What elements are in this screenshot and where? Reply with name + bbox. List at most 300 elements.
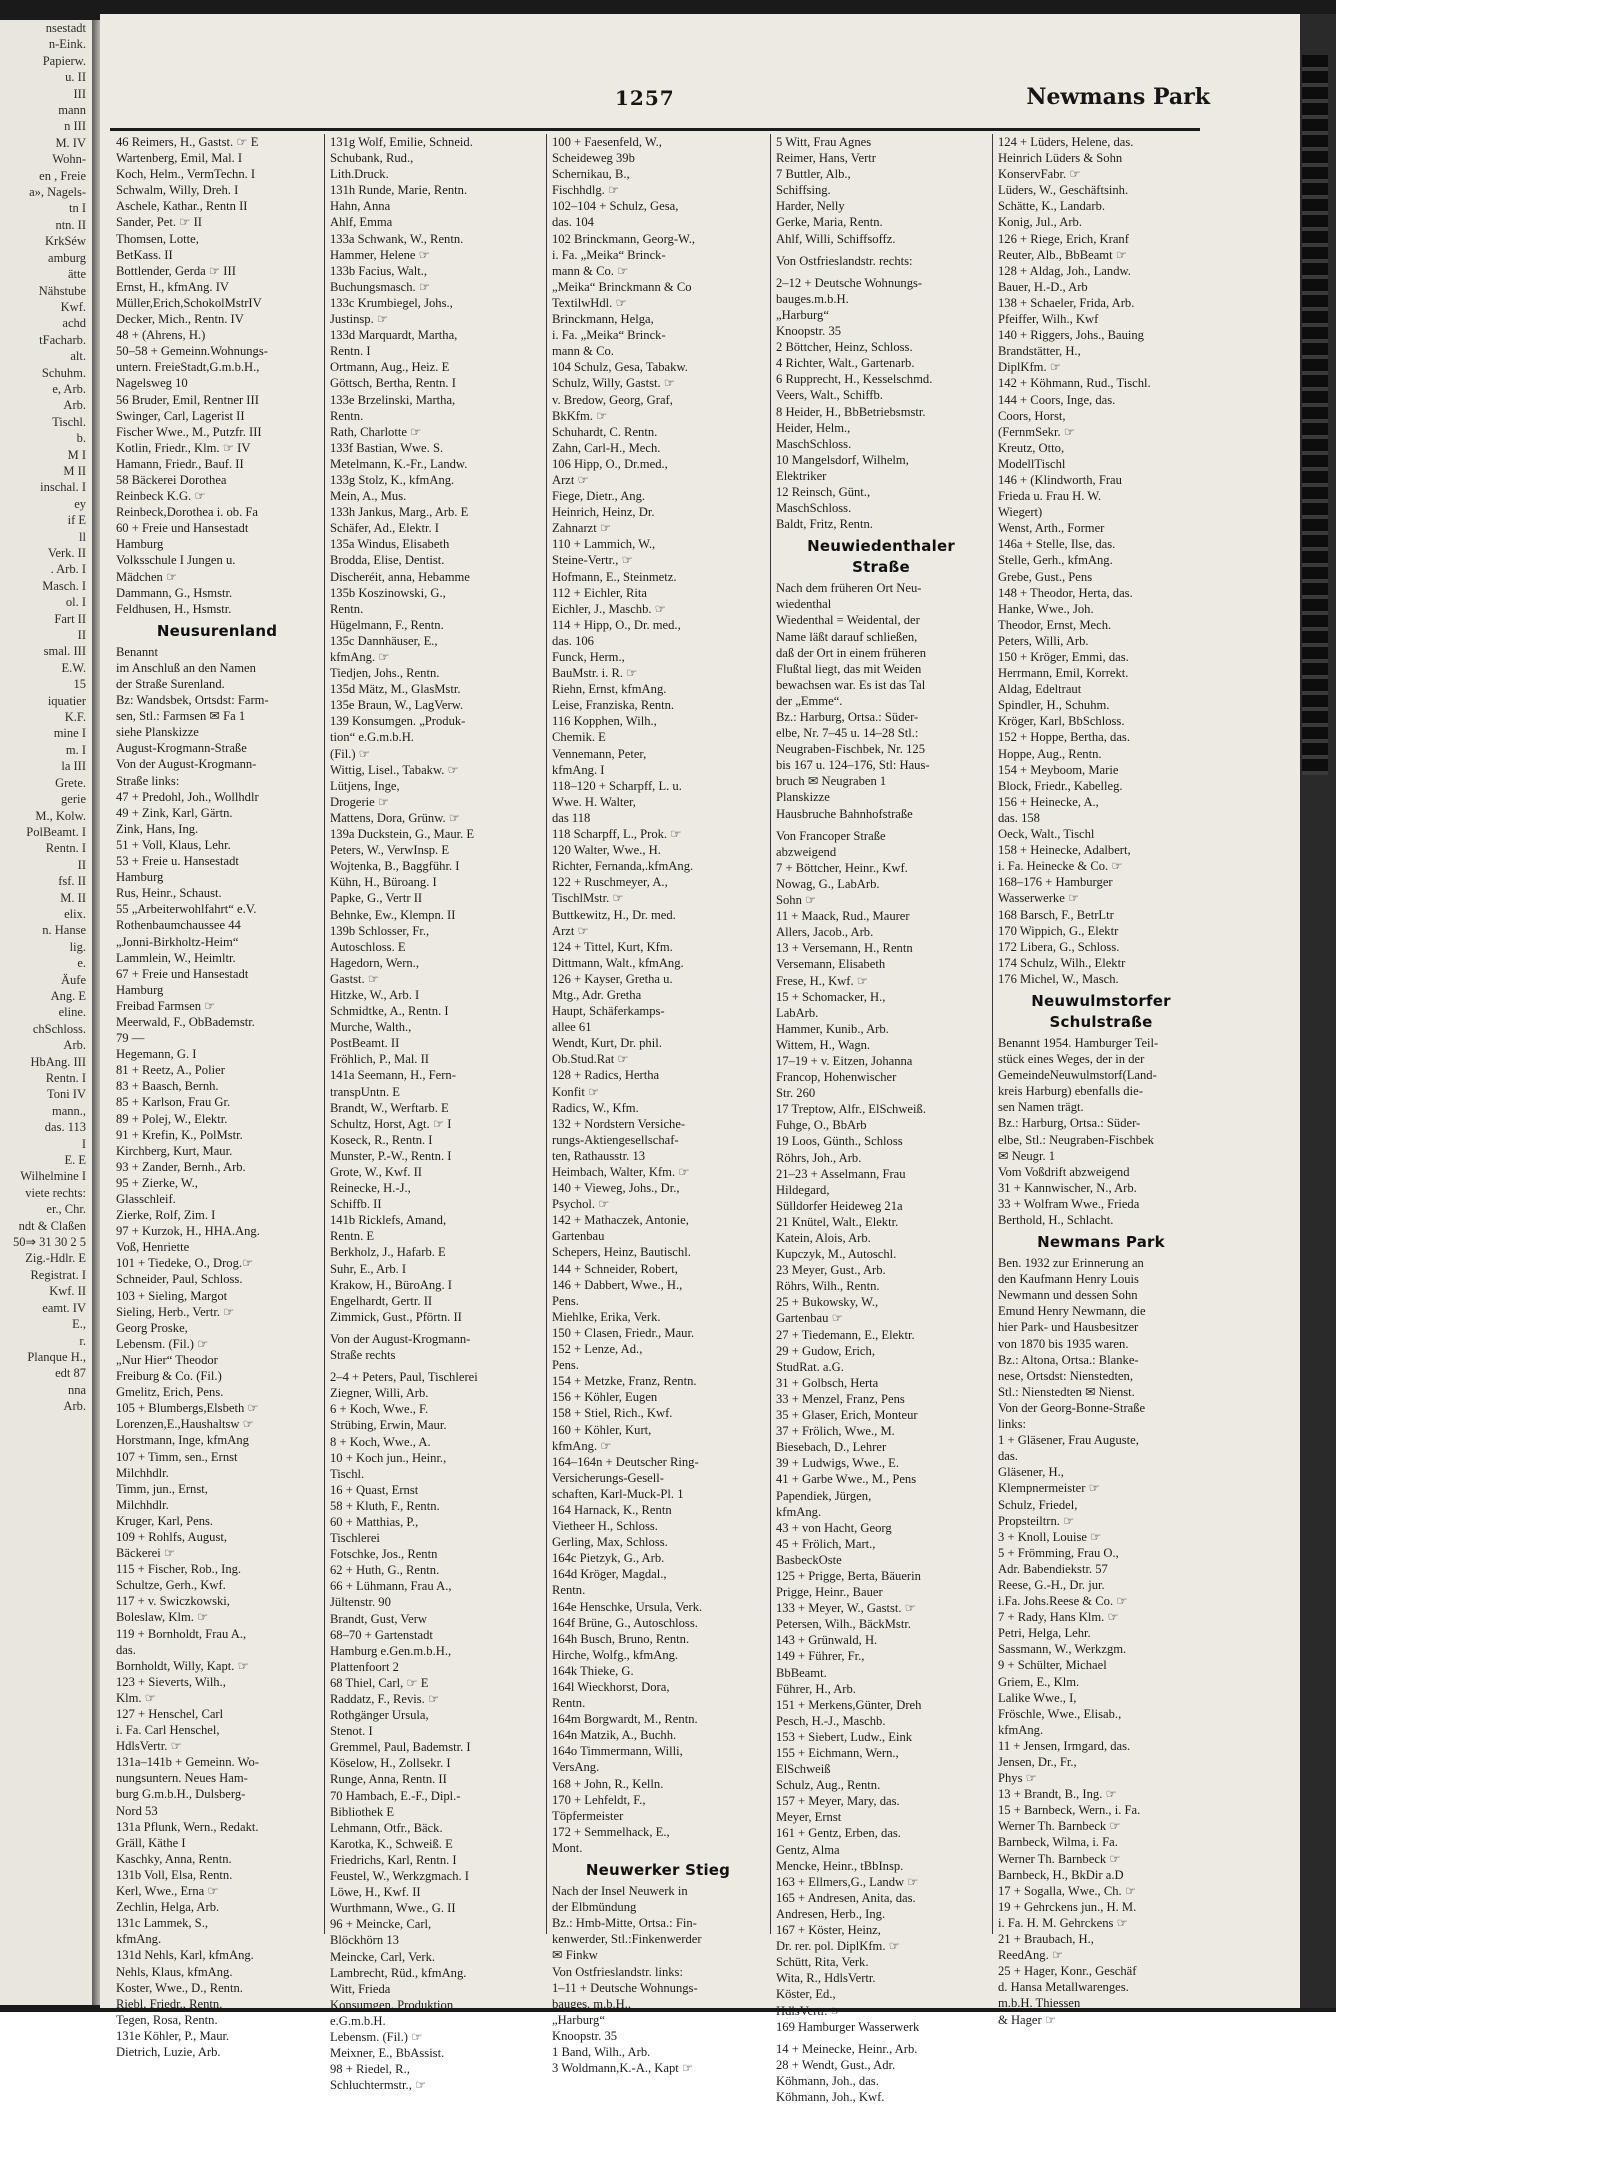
directory-entry: 3 + Knoll, Louise ☞ — [998, 1529, 1102, 1544]
directory-entry: 164l Wieckhorst, Dora, — [552, 1680, 670, 1694]
page-header — [100, 80, 1210, 124]
facing-page-line: M I — [67, 447, 86, 462]
directory-entry: Hegemann, G. I — [116, 1047, 197, 1062]
directory-entry: 170 Wippich, G., Elektr — [998, 923, 1119, 938]
directory-entry: Horstmann, Inge, kfmAng — [116, 1433, 249, 1448]
directory-entry: Herrmann, Emil, Korrekt. — [998, 666, 1129, 681]
directory-entry: 83 + Baasch, Bernh. — [116, 1079, 219, 1094]
directory-entry: Mädchen ☞ — [116, 569, 178, 584]
directory-entry: Nach der Insel Neuwerk in — [552, 1884, 688, 1899]
directory-entry: Mont. — [552, 1840, 583, 1855]
directory-entry: kfmAng. I — [552, 762, 605, 777]
directory-entry: Runge, Anna, Rentn. II — [330, 1772, 447, 1787]
directory-entry: Vietheer H., Schloss. — [552, 1519, 658, 1534]
directory-entry: 15 + Barnbeck, Wern., i. Fa. — [998, 1803, 1141, 1818]
directory-entry: 4 Richter, Walt., Gartenarb. — [776, 356, 915, 371]
directory-entry: Allers, Jacob., Arb. — [776, 925, 874, 940]
directory-entry: 58 Bäckerei Dorothea — [116, 472, 227, 487]
directory-entry: Zimmick, Gust., Pförtn. II — [330, 1309, 462, 1324]
directory-entry: Kerl, Wwe., Erna ☞ — [116, 1884, 219, 1899]
directory-entry: Rentn. I — [330, 344, 371, 359]
facing-page-line: amburg — [48, 250, 86, 265]
directory-entry: 154 + Meyboom, Marie — [998, 762, 1119, 777]
directory-entry: Rus, Heinr., Schaust. — [116, 886, 222, 901]
facing-page-line: Äufe — [61, 972, 86, 987]
directory-entry: Lorenzen,E.,Haushaltsw ☞ — [116, 1417, 254, 1432]
directory-entry: Kruger, Karl, Pens. — [116, 1513, 214, 1528]
facing-page-line: M II — [63, 463, 86, 478]
directory-entry: Kühn, H., Büroang. I — [330, 875, 437, 890]
facing-page-line: eamt. IV — [42, 1300, 86, 1315]
directory-columns — [112, 134, 1208, 2104]
directory-entry: Versicherungs-Gesell- — [552, 1470, 664, 1485]
directory-entry: 55 „Arbeiterwohlfahrt“ e.V. — [116, 902, 257, 917]
directory-entry: Konfit ☞ — [552, 1084, 600, 1099]
page-number: 1257 — [615, 86, 675, 110]
directory-entry: Wwe. H. Walter, — [552, 794, 636, 809]
facing-page-line: inschal. I — [40, 480, 86, 495]
directory-entry: ElSchweiß — [776, 1762, 831, 1777]
directory-entry: 10 + Koch jun., Heinr., — [330, 1450, 447, 1465]
directory-entry: 11 + Maack, Rud., Maurer — [776, 909, 910, 924]
facing-page-line: E. E — [64, 1153, 86, 1168]
directory-entry: Strübing, Erwin, Maur. — [330, 1418, 447, 1433]
directory-entry: 33 + Menzel, Franz, Pens — [776, 1391, 905, 1406]
directory-entry: Versemann, Elisabeth — [776, 957, 886, 972]
directory-entry: Koster, Wwe., D., Rentn. — [116, 1980, 243, 1995]
directory-entry: bewachsen war. Es ist das Tal — [776, 677, 926, 692]
directory-entry: „Harburg“ — [776, 307, 829, 322]
directory-entry: Theodor, Ernst, Mech. — [998, 617, 1112, 632]
directory-entry: kfmAng. ☞ — [552, 1438, 612, 1453]
directory-entry: Dietrich, Luzie, Arb. — [116, 2044, 221, 2059]
directory-entry: 123 + Sieverts, Wilh., — [116, 1674, 226, 1689]
column-4 — [772, 134, 990, 2104]
directory-entry: Planskizze — [776, 790, 830, 805]
thumb-index-mark — [1302, 55, 1328, 775]
directory-entry: 172 + Semmelhack, E., — [552, 1824, 670, 1839]
directory-entry: Dr. rer. pol. DiplKfm. ☞ — [776, 1939, 900, 1954]
directory-entry: Raddatz, F., Revis. ☞ — [330, 1692, 440, 1706]
directory-entry: Ahlf, Emma — [330, 215, 393, 230]
directory-entry: Röhrs, Joh., Arb. — [776, 1150, 862, 1165]
directory-entry: 152 + Lenze, Ad., — [552, 1342, 643, 1357]
directory-entry: Hahn, Anna — [330, 199, 391, 214]
facing-page-line: nna — [67, 1382, 86, 1397]
directory-entry: 164–164n + Deutscher Ring- — [552, 1454, 699, 1469]
directory-entry: Wiegert) — [998, 505, 1043, 520]
directory-entry: Bottlender, Gerda ☞ III — [116, 263, 236, 278]
directory-entry: m.b.H. Thiessen — [998, 1996, 1081, 2011]
directory-entry: 164d Kröger, Magdal., — [552, 1567, 667, 1582]
directory-entry: Bz.: Hmb-Mitte, Ortsa.: Fin- — [552, 1916, 697, 1931]
directory-entry: Swinger, Carl, Lagerist II — [116, 408, 245, 423]
directory-entry: Von der Georg-Bonne-Straße — [998, 1400, 1146, 1415]
directory-entry: Frese, H., Kwf. ☞ — [776, 973, 869, 988]
directory-entry: 19 + Gehrckens jun., H. M. — [998, 1899, 1137, 1914]
facing-page-line: elix. — [64, 906, 86, 921]
directory-entry: Karotka, K., Schweiß. E — [330, 1836, 453, 1851]
facing-page-line: if E — [67, 513, 86, 528]
directory-entry: Bz: Wandsbek, Ortsdst: Farm- — [116, 693, 269, 708]
directory-entry: 168 + John, R., Kelln. — [552, 1776, 664, 1791]
directory-entry: 27 + Tiedemann, E., Elektr. — [776, 1327, 915, 1342]
directory-entry: Fischer Wwe., M., Putzfr. III — [116, 424, 262, 439]
facing-page-line: Toni IV — [46, 1087, 86, 1102]
directory-entry: Milchhdlr. — [116, 1497, 169, 1512]
directory-entry: Führer, H., Arb. — [776, 1681, 856, 1696]
directory-entry: Oeck, Walt., Tischl — [998, 827, 1095, 842]
directory-entry: Lammlein, W., Heimltr. — [116, 950, 236, 965]
directory-entry: Stenot. I — [330, 1724, 373, 1739]
directory-entry: Biesebach, D., Lehrer — [776, 1440, 887, 1455]
directory-entry: Grote, W., Kwf. II — [330, 1165, 422, 1179]
directory-entry: (Fil.) ☞ — [330, 746, 370, 761]
directory-entry: Schultz, Horst, Agt. ☞ I — [330, 1116, 452, 1131]
directory-entry: 68–70 + Gartenstadt — [330, 1627, 433, 1642]
directory-entry: Zechlin, Helga, Arb. — [116, 1900, 220, 1915]
directory-entry: Phys ☞ — [998, 1771, 1037, 1786]
directory-entry: 131c Lammek, S., — [116, 1916, 208, 1931]
facing-page-line: Verk. II — [47, 546, 86, 560]
directory-entry: 109 + Rohlfs, August, — [116, 1529, 228, 1544]
directory-entry: 8 Heider, H., BbBetriebsmstr. — [776, 404, 926, 419]
directory-entry: siehe Planskizze — [116, 725, 199, 740]
directory-entry: Coors, Horst, — [998, 408, 1066, 423]
directory-entry: Löwe, H., Kwf. II — [330, 1885, 421, 1900]
directory-entry: 146a + Stelle, Ilse, das. — [998, 537, 1116, 552]
directory-entry: Schluchtermstr., ☞ — [330, 2078, 427, 2093]
directory-entry: 135d Mätz, M., GlasMstr. — [330, 682, 461, 697]
column-3 — [548, 134, 768, 2076]
directory-entry: den Kaufmann Henry Louis — [998, 1272, 1139, 1287]
directory-entry: hier Park- und Hausbesitzer — [998, 1320, 1139, 1335]
directory-entry: Hamburg — [116, 982, 164, 997]
facing-page-line: mann — [58, 103, 86, 118]
directory-entry: Bäckerei ☞ — [116, 1546, 176, 1561]
facing-page-line: n III — [64, 119, 86, 134]
facing-page-line: n. Hanse — [42, 923, 86, 938]
directory-entry: Straße links: — [116, 773, 180, 788]
directory-entry: 158 + Heinecke, Adalbert, — [998, 843, 1131, 858]
directory-entry: 60 + Freie und Hansestadt — [116, 521, 249, 536]
directory-entry: Lüders, W., Geschäftsinh. — [998, 183, 1129, 198]
directory-entry: i. Fa. „Meika“ Brinck- — [552, 328, 666, 343]
directory-entry: 13 + Versemann, H., Rentn — [776, 941, 913, 956]
directory-entry: 51 + Voll, Klaus, Lehr. — [116, 837, 231, 852]
directory-entry: Vennemann, Peter, — [552, 746, 647, 761]
directory-entry: Miehlke, Erika, Verk. — [552, 1309, 661, 1324]
facing-page-line: E., — [72, 1317, 86, 1332]
directory-entry: Bornholdt, Willy, Kapt. ☞ — [116, 1658, 249, 1673]
directory-entry: Kupczyk, M., Autoschl. — [776, 1247, 897, 1262]
directory-entry: TextilwHdl. ☞ — [552, 295, 627, 310]
directory-entry: Heinrich Lüders & Sohn — [998, 151, 1123, 166]
directory-entry: BkKfm. ☞ — [552, 408, 608, 423]
directory-entry: Nagelsweg 10 — [116, 376, 188, 391]
directory-entry: 160 + Köhler, Kurt, — [552, 1422, 652, 1437]
directory-entry: Pens. — [552, 1358, 579, 1373]
directory-entry: Reinecke, H.-J., — [330, 1181, 411, 1196]
facing-page-line: b. — [76, 431, 86, 446]
directory-entry: „Jonni-Birkholtz-Heim“ — [116, 934, 239, 949]
directory-entry: Behnke, Ew., Klempn. II — [330, 907, 456, 922]
directory-entry: HdlsVertr. ☞ — [776, 2003, 842, 2018]
directory-entry: Gastst. ☞ — [330, 971, 380, 986]
facing-page-line: II — [77, 628, 86, 643]
directory-entry: Bibliothek E — [330, 1804, 395, 1819]
directory-entry: Wendt, Kurt, Dr. phil. — [552, 1036, 662, 1051]
directory-entry: Zink, Hans, Ing. — [116, 821, 199, 836]
directory-entry: Wiedenthal = Weidental, der — [776, 613, 920, 628]
directory-entry: Andresen, Herb., Ing. — [776, 1906, 886, 1921]
directory-entry: Schubank, Rud., — [330, 151, 414, 166]
directory-entry: 154 + Metzke, Franz, Rentn. — [552, 1374, 697, 1389]
directory-entry: 17–19 + v. Eitzen, Johanna — [776, 1053, 913, 1068]
facing-page-line: Arb. — [63, 1399, 86, 1414]
directory-entry: Meyer, Ernst — [776, 1810, 842, 1825]
directory-entry: Vom Voßdrift abzweigend — [998, 1164, 1130, 1179]
facing-page-line: I — [81, 1136, 86, 1151]
directory-entry: Schulz, Aug., Rentn. — [776, 1778, 881, 1793]
directory-entry: 7 + Rady, Hans Klm. ☞ — [998, 1610, 1119, 1625]
directory-entry: Adr. Babendiekstr. 57 — [998, 1561, 1108, 1576]
directory-entry: Tegen, Rosa, Rentn. — [116, 2012, 218, 2027]
directory-entry: TischlMstr. ☞ — [552, 891, 624, 906]
facing-page-line: Rentn. I — [45, 1071, 86, 1085]
facing-page-line: la III — [61, 759, 86, 774]
directory-entry: Timm, jun., Ernst, — [116, 1481, 208, 1496]
directory-entry: Sülldorfer Heideweg 21a — [776, 1198, 903, 1213]
directory-entry: 81 + Reetz, A., Polier — [116, 1063, 225, 1078]
directory-entry: 41 + Garbe Wwe., M., Pens — [776, 1472, 917, 1487]
directory-entry: kfmAng. ☞ — [330, 650, 390, 664]
directory-entry: Aldag, Edeltraut — [998, 682, 1082, 697]
directory-entry: Plattenfoort 2 — [330, 1659, 399, 1674]
directory-entry: Mtg., Adr. Gretha — [552, 987, 642, 1002]
directory-entry: rungs-Aktiengesellschaf- — [552, 1132, 679, 1147]
directory-entry: Mein, A., Mus. — [330, 489, 407, 504]
facing-page-line: Registrat. I — [30, 1267, 86, 1282]
directory-entry: Schätte, K., Landarb. — [998, 199, 1106, 214]
directory-entry: bruch ✉ Neugraben 1 — [776, 774, 887, 789]
directory-entry: kreis Harburg) ebenfalls die- — [998, 1084, 1143, 1099]
directory-entry: 133d Marquardt, Martha, — [330, 328, 458, 343]
directory-entry: Hirche, Wolfg., kfmAng. — [552, 1647, 679, 1662]
directory-entry: 7 + Böttcher, Heinr., Kwf. — [776, 860, 908, 875]
directory-entry: Wittig, Lisel., Tabakw. ☞ — [330, 762, 459, 777]
directory-entry: 112 + Eichler, Rita — [552, 585, 647, 600]
directory-entry: 141b Ricklefs, Amand, — [330, 1213, 447, 1228]
facing-page-line: Rentn. I — [45, 841, 86, 856]
directory-entry: 79 — — [116, 1031, 145, 1046]
directory-entry: 164f Brüne, G., Autoschloss. — [552, 1615, 698, 1630]
directory-entry: 2–4 + Peters, Paul, Tischlerei — [330, 1370, 478, 1385]
directory-entry: 47 + Predohl, Joh., Wollhdlr — [116, 789, 259, 804]
directory-entry: i. Fa. H. M. Gehrckens ☞ — [998, 1915, 1128, 1930]
directory-entry: 161 + Gentz, Erben, das. — [776, 1826, 901, 1841]
running-head: Newmans Park — [1026, 84, 1210, 110]
directory-entry: Newmann und dessen Sohn — [998, 1288, 1138, 1303]
facing-page-line: E.W. — [61, 660, 86, 675]
directory-entry: Wojtenka, B., Baggführ. I — [330, 859, 460, 874]
directory-entry: 2–12 + Deutsche Wohnungs- — [776, 275, 923, 290]
directory-entry: Köselow, H., Zollsekr. I — [330, 1756, 451, 1771]
directory-entry: 133c Krumbiegel, Johs., — [330, 295, 453, 310]
directory-entry: 3 Woldmann,K.-A., Kapt ☞ — [552, 2061, 694, 2076]
directory-entry: Hagedorn, Wern., — [330, 955, 419, 970]
directory-entry: Chemik. E — [552, 730, 606, 745]
directory-entry: daß der Ort in einem früheren — [776, 645, 927, 660]
facing-page-line: Schuhm. — [41, 365, 86, 380]
facing-page-line: gerie — [61, 792, 86, 807]
directory-entry: Von Francoper Straße — [776, 828, 886, 843]
directory-entry: abzweigend — [776, 844, 837, 859]
directory-entry: Buttkewitz, H., Dr. med. — [552, 907, 676, 922]
facing-page-line: e. — [77, 956, 86, 971]
directory-entry: ten, Rathausstr. 13 — [552, 1148, 646, 1163]
directory-entry: Buchungsmasch. ☞ — [330, 279, 431, 294]
directory-entry: Lalike Wwe., I, — [998, 1690, 1077, 1705]
facing-page-line: Fart II — [54, 611, 86, 626]
directory-entry: das 118 — [552, 810, 591, 825]
directory-entry: 133g Stolz, K., kfmAng. — [330, 472, 455, 487]
street-heading: Neuwerker Stieg — [585, 1861, 731, 1880]
directory-entry: Nehls, Klaus, kfmAng. — [116, 1964, 233, 1979]
directory-entry: Knoopstr. 35 — [776, 324, 842, 339]
directory-entry: 142 + Mathaczek, Antonie, — [552, 1213, 689, 1228]
facing-page-line: . Arb. I — [50, 562, 86, 577]
directory-entry: Hügelmann, F., Rentn. — [330, 617, 444, 632]
facing-page-line: M. II — [60, 890, 86, 905]
directory-entry: Spindler, H., Schuhm. — [998, 698, 1110, 713]
directory-entry: Gartenbau ☞ — [776, 1311, 843, 1326]
directory-entry: Mencke, Heinr., tBbInsp. — [776, 1858, 904, 1873]
directory-entry: ReedAng. ☞ — [998, 1948, 1064, 1963]
facing-page-line: 15 — [73, 677, 86, 692]
directory-entry: schaften, Karl-Muck-Pl. 1 — [552, 1486, 684, 1501]
directory-entry: Papke, G., Vertr II — [330, 891, 423, 906]
directory-entry: 176 Michel, W., Masch. — [998, 971, 1119, 986]
directory-entry: 50–58 + Gemeinn.Wohnungs- — [116, 344, 268, 359]
directory-entry: 116 Kopphen, Wilh., — [552, 714, 657, 729]
directory-entry: kfmAng. — [998, 1722, 1044, 1737]
directory-entry: tion“ e.G.m.b.H. — [330, 730, 414, 745]
directory-entry: Heider, Helm., — [776, 420, 851, 435]
directory-entry: Kaschky, Anna, Rentn. — [116, 1851, 232, 1866]
directory-entry: 104 Schulz, Gesa, Tabakw. — [552, 360, 688, 375]
directory-entry: Fröhlich, P., Mal. II — [330, 1052, 429, 1067]
directory-entry: Hofmann, E., Steinmetz. — [552, 569, 677, 584]
directory-entry: 101 + Tiedeke, O., Drog.☞ — [116, 1256, 254, 1271]
directory-entry: 138 + Schaeler, Frida, Arb. — [998, 295, 1135, 310]
directory-entry: 125 + Prigge, Berta, Bäuerin — [776, 1568, 921, 1583]
facing-page-line: Masch. I — [42, 578, 86, 593]
directory-entry: Peters, W., VerwInsp. E — [330, 843, 450, 858]
directory-entry: 172 Libera, G., Schloss. — [998, 939, 1120, 954]
facing-page-line: chSchloss. — [32, 1021, 86, 1036]
directory-entry: 46 Reimers, H., Gastst. ☞ E — [116, 135, 259, 149]
directory-entry: Gartenbau — [552, 1229, 605, 1244]
facing-page-line: m. I — [65, 742, 86, 757]
directory-entry: Baldt, Fritz, Rentn. — [776, 517, 873, 532]
directory-entry: 122 + Ruschmeyer, A., — [552, 875, 668, 890]
directory-entry: Richter, Fernanda,.kfmAng. — [552, 859, 694, 874]
directory-entry: & Hager ☞ — [998, 2012, 1057, 2027]
directory-entry: Rentn. E — [330, 1229, 375, 1244]
directory-entry: 107 + Timm, sen., Ernst — [116, 1449, 238, 1464]
directory-entry: burg G.m.b.H., Dulsberg- — [116, 1787, 246, 1802]
street-heading: Neuwiedenthaler Straße — [807, 537, 955, 577]
facing-page-line: a», Nagels- — [29, 185, 86, 200]
directory-entry: Schepers, Heinz, Bautischl. — [552, 1245, 691, 1260]
directory-entry: Rentn. — [330, 601, 364, 616]
directory-entry: Kotlin, Friedr., Klm. ☞ IV — [116, 440, 251, 455]
directory-entry: Konsumgen. Produktion — [330, 1997, 454, 2012]
directory-entry: Schmidtke, A., Rentn. I — [330, 1004, 449, 1019]
directory-entry: 91 + Krefin, K., PolMstr. — [116, 1127, 243, 1142]
directory-entry: Wittem, H., Wagn. — [776, 1037, 871, 1052]
directory-entry: Elektriker — [776, 468, 827, 483]
directory-entry: Zierke, Rolf, Zim. I — [116, 1208, 216, 1223]
column-1 — [112, 134, 322, 2059]
directory-entry: elbe, Stl.: Neugraben-Fischbek — [998, 1132, 1154, 1147]
directory-entry: Werner Th. Barnbeck ☞ — [998, 1819, 1121, 1834]
facing-page-line: II — [77, 857, 86, 872]
directory-entry: 12 Reinsch, Günt., — [776, 484, 871, 499]
directory-entry: 7 Buttler, Alb., — [776, 167, 851, 182]
directory-entry: MaschSchloss. — [776, 501, 852, 516]
directory-entry: Georg Proske, — [116, 1320, 188, 1335]
facing-page-line: eline. — [58, 1005, 86, 1020]
directory-entry: Klm. ☞ — [116, 1690, 156, 1705]
directory-entry: 146 + (Klindworth, Frau — [998, 472, 1122, 487]
directory-entry: Pfeiffer, Wilh., Kwf — [998, 312, 1099, 327]
directory-entry: 58 + Kluth, F., Rentn. — [330, 1498, 440, 1513]
facing-page-line: M. IV — [55, 135, 86, 150]
directory-entry: Riebl, Friedr., Rentn. — [116, 1996, 223, 2011]
directory-entry: Lebensm. (Fil.) ☞ — [330, 2029, 423, 2044]
directory-entry: Petri, Helga, Lehr. — [998, 1626, 1091, 1641]
facing-page-line: n-Eink. — [48, 37, 86, 52]
directory-entry: 2 Böttcher, Heinz, Schloss. — [776, 340, 913, 355]
column-divider — [770, 134, 771, 1934]
directory-entry: 33 + Wolfram Wwe., Frieda — [998, 1196, 1140, 1211]
facing-page-line: ll — [79, 529, 86, 544]
directory-entry: 140 + Vieweg, Johs., Dr., — [552, 1181, 680, 1196]
directory-entry: Köhmann, Joh., Kwf. — [776, 2089, 885, 2104]
directory-entry: untern. FreieStadt,G.m.b.H., — [116, 360, 260, 375]
directory-entry: „Meika“ Brinckmann & Co — [552, 279, 692, 294]
directory-entry: nungsuntern. Neues Ham- — [116, 1771, 248, 1786]
directory-entry: 128 + Aldag, Joh., Landw. — [998, 263, 1131, 278]
directory-entry: Schultze, Gerh., Kwf. — [116, 1578, 226, 1593]
directory-entry: 140 + Riggers, Johs., Bauing — [998, 328, 1144, 343]
directory-entry: Rentn. — [552, 1696, 586, 1711]
directory-entry: 127 + Henschel, Carl — [116, 1707, 224, 1721]
directory-entry: 35 + Glaser, Erich, Monteur — [776, 1408, 918, 1423]
facing-page-line: iquatier — [47, 693, 86, 708]
directory-entry: 19 Loos, Günth., Schloss — [776, 1134, 903, 1149]
directory-entry: Töpfermeister — [552, 1808, 624, 1823]
directory-entry: Kröger, Karl, BbSchloss. — [998, 714, 1125, 729]
directory-entry: Koch, Helm., VermTechn. I — [116, 167, 256, 182]
directory-entry: 131g Wolf, Emilie, Schneid. — [330, 135, 473, 149]
directory-entry: Kreutz, Otto, — [998, 440, 1065, 455]
directory-entry: Peters, Willi, Arb. — [998, 633, 1089, 648]
directory-entry: 143 + Grünwald, H. — [776, 1633, 878, 1648]
directory-entry: bauges. m.b.H., — [552, 1996, 632, 2011]
